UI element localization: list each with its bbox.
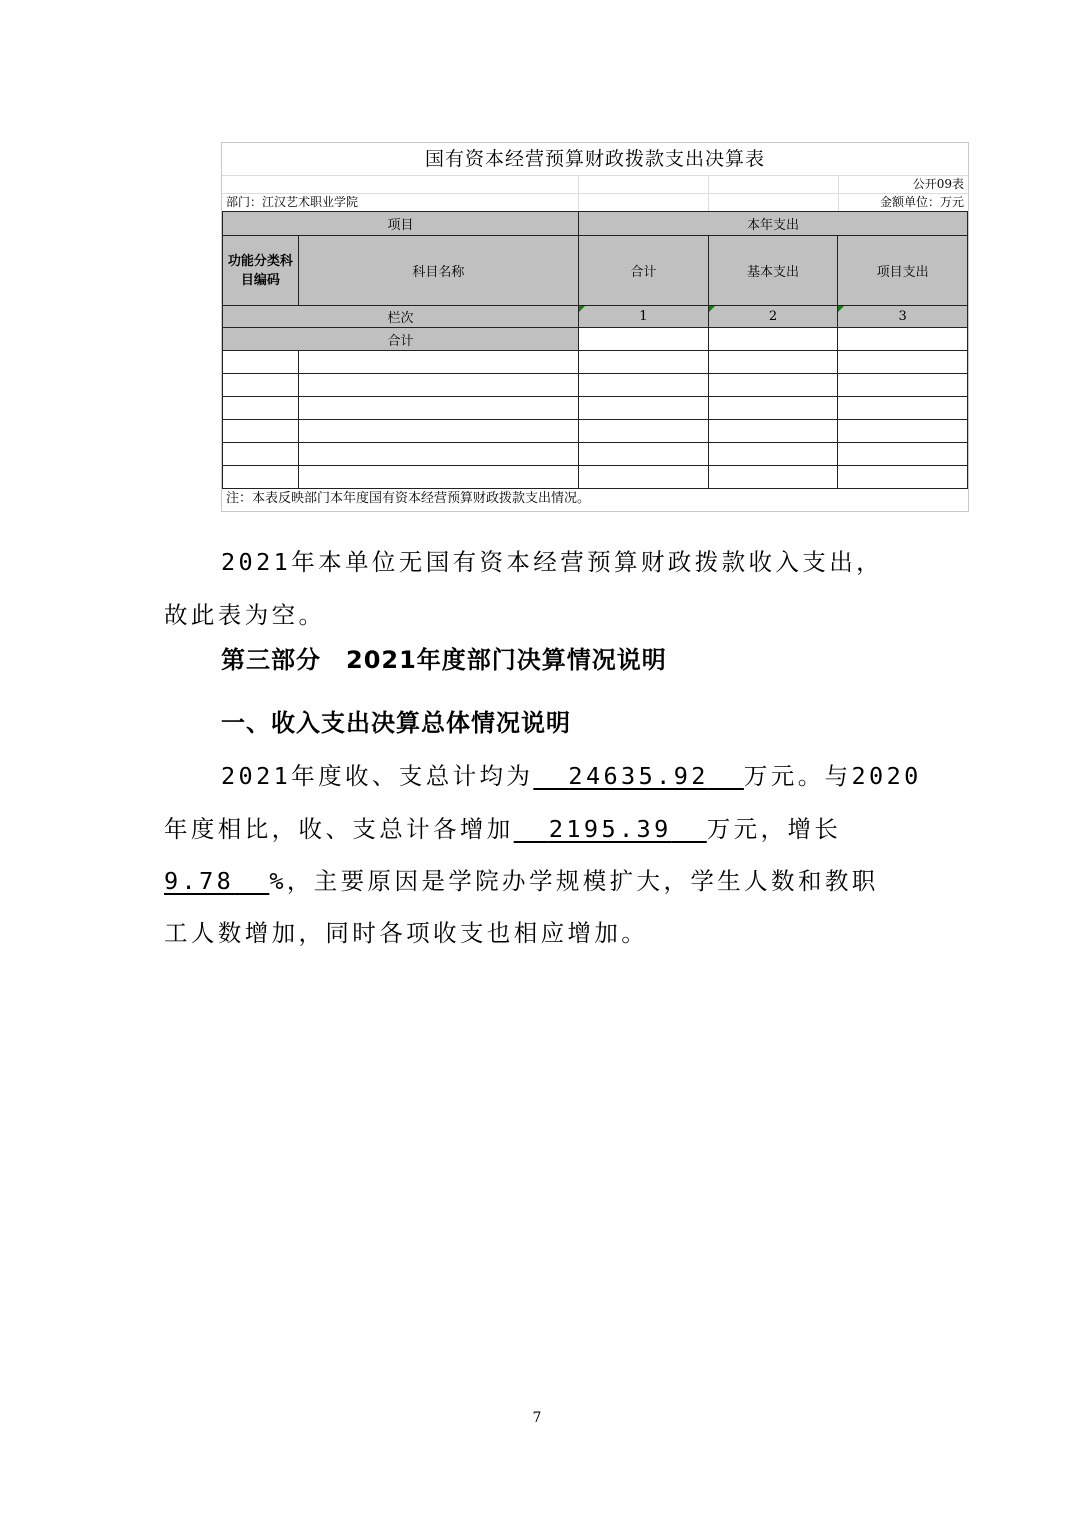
col-project: 项目支出	[838, 236, 968, 306]
paragraph-line: 工人数增加，同时各项收支也相应增加。	[164, 919, 649, 947]
table-note: 注：本表反映部门本年度国有资本经营预算财政拨款支出情况。	[226, 491, 591, 506]
increase-amount: 2195.39	[548, 815, 672, 843]
lanci-2: 2	[708, 306, 838, 328]
paragraph-empty-line1: 2021年本单位无国有资本经营预算财政拨款收入支出，	[221, 548, 883, 576]
section-heading: 第三部分 2021年度部门决算情况说明	[221, 646, 667, 674]
col-name: 科目名称	[298, 236, 578, 306]
paragraph-line: 2021年度收、支总计均为 24635.92 万元。与2020	[221, 762, 922, 790]
table-cell	[579, 328, 709, 351]
growth-rate: 9.78	[164, 867, 235, 895]
header-item: 项目	[223, 212, 579, 236]
table-row	[223, 351, 968, 374]
budget-table-image	[221, 142, 969, 512]
lanci-3: 3	[838, 306, 968, 328]
table-cell	[708, 328, 838, 351]
row-lanci: 栏次	[223, 306, 579, 328]
col-code: 功能分类科目编码	[223, 236, 299, 306]
col-basic: 基本支出	[708, 236, 838, 306]
table-row	[223, 374, 968, 397]
row-total: 合计	[223, 328, 579, 351]
table-row	[223, 397, 968, 420]
table-row	[223, 466, 968, 489]
subsection-heading: 一、收入支出决算总体情况说明	[221, 709, 571, 737]
table-cell	[838, 328, 968, 351]
total-amount: 24635.92	[568, 762, 709, 790]
table-row	[223, 443, 968, 466]
paragraph-line: 年度相比，收、支总计各增加 2195.39 万元，增长	[164, 815, 842, 843]
table-row	[223, 420, 968, 443]
department-label: 部门：江汉艺术职业学院	[226, 195, 359, 209]
col-total: 合计	[579, 236, 709, 306]
unit-label: 金额单位：万元	[879, 195, 964, 209]
page-number: 7	[532, 1410, 542, 1426]
lanci-1: 1	[579, 306, 709, 328]
header-year-expense: 本年支出	[579, 212, 968, 236]
paragraph-empty-line2: 故此表为空。	[164, 601, 326, 629]
expenditure-table	[222, 211, 968, 489]
paragraph-line: 9.78 %，主要原因是学院办学规模扩大，学生人数和教职	[164, 867, 879, 895]
table-title: 国有资本经营预算财政拨款支出决算表	[424, 148, 765, 170]
form-number: 公开09表	[912, 177, 964, 191]
